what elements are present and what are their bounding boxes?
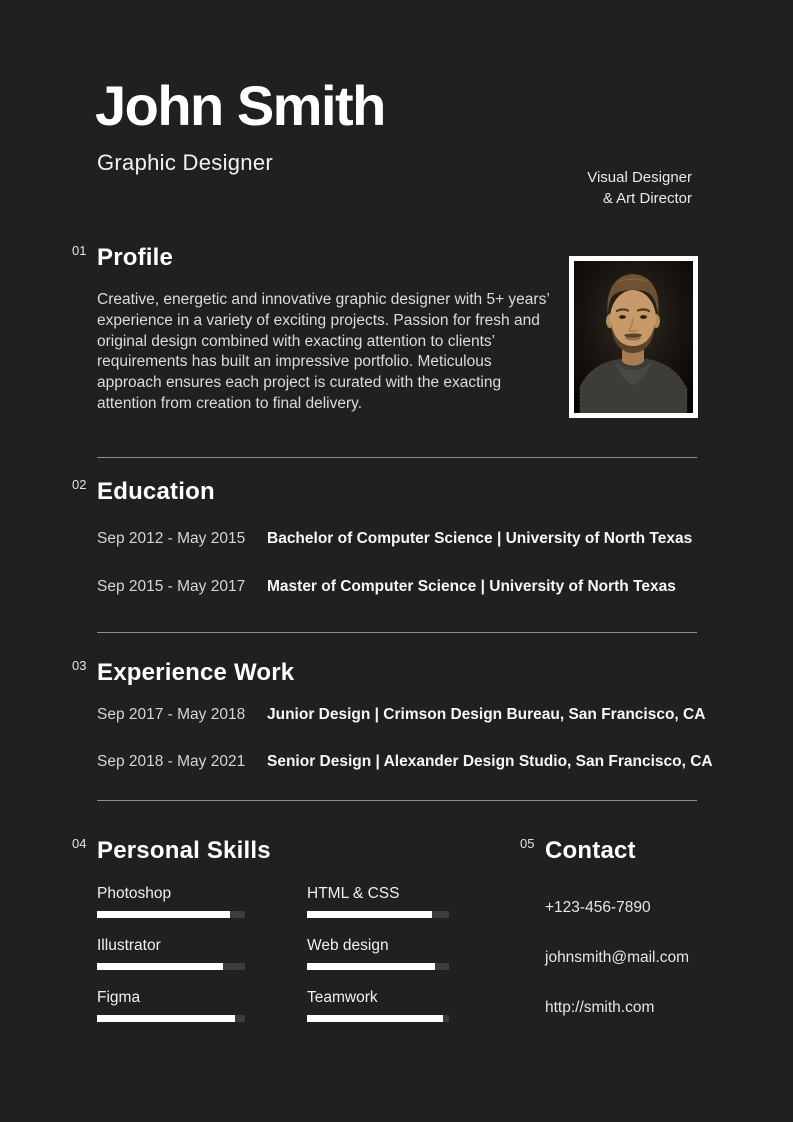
education-detail: Bachelor of Computer Science | University of North Texas (267, 530, 693, 547)
section-title-education: Education (97, 478, 215, 505)
section-title-skills: Personal Skills (97, 837, 271, 864)
person-role: Graphic Designer (97, 150, 273, 175)
skill-bar-fill (97, 963, 223, 970)
skill-bar-fill (97, 1015, 235, 1022)
portrait-photo (569, 256, 698, 418)
skill-bar-fill (307, 963, 435, 970)
skills-grid (97, 885, 449, 1022)
skill-label: Teamwork (307, 989, 378, 1006)
skill-item (307, 885, 449, 918)
divider (97, 632, 697, 633)
skill-bar-track (97, 1015, 245, 1022)
skill-bar-track (307, 963, 449, 970)
education-row (97, 578, 717, 596)
section-title-contact: Contact (545, 837, 636, 864)
experience-detail: Senior Design | Alexander Design Studio, San Francisco, CA (267, 753, 713, 770)
skill-label: Figma (97, 989, 141, 1006)
section-header-profile (72, 245, 173, 271)
education-dates: Sep 2012 - May 2015 (97, 530, 246, 547)
divider (97, 457, 697, 458)
experience-dates: Sep 2017 - May 2018 (97, 706, 246, 723)
divider (97, 800, 697, 801)
person-name: John Smith (95, 74, 385, 137)
section-number-skills: 04 (72, 836, 87, 851)
experience-row (97, 753, 717, 771)
portrait-photo-graphic (574, 261, 693, 413)
tagline (587, 167, 692, 209)
section-header-skills (72, 838, 271, 864)
experience-detail: Junior Design | Crimson Design Bureau, San Francisco, CA (267, 706, 706, 723)
experience-dates: Sep 2018 - May 2021 (97, 753, 246, 770)
tagline-line-2: & Art Director (602, 190, 692, 207)
skill-item (307, 937, 449, 970)
skill-item (97, 989, 245, 1022)
section-title-profile: Profile (97, 244, 174, 271)
experience-row (97, 706, 717, 724)
contact-phone[interactable]: +123-456-7890 (545, 899, 651, 916)
skill-bar-fill (307, 911, 432, 918)
skill-bar-fill (97, 911, 230, 918)
section-header-experience (72, 660, 294, 686)
section-number-contact: 05 (520, 836, 535, 851)
skill-label: Web design (307, 937, 389, 954)
section-number-education: 02 (72, 477, 87, 492)
section-header-contact (520, 838, 636, 864)
section-title-experience: Experience Work (97, 659, 295, 686)
education-row (97, 530, 717, 548)
skill-label: Illustrator (97, 937, 161, 954)
education-detail: Master of Computer Science | University of North Texas (267, 578, 676, 595)
contact-email[interactable]: johnsmith@mail.com (545, 949, 690, 966)
skill-bar-track (97, 911, 245, 918)
skill-item (307, 989, 449, 1022)
skill-item (97, 937, 245, 970)
skill-bar-fill (307, 1015, 443, 1022)
contact-website[interactable]: http://smith.com (545, 999, 655, 1016)
skill-bar-track (307, 1015, 449, 1022)
section-number-profile: 01 (72, 243, 87, 258)
skill-bar-track (97, 963, 245, 970)
profile-summary: Creative, energetic and innovative graphic designer with 5+ years’ experience in a variety of exciting projects. Passion for fresh and original design combined with exacting attention to clients’ requirements has built an impressive portfolio. Meticulous approach ensures each project is curated with the exacting attention from creation to final delivery. (97, 291, 550, 412)
skill-label: HTML & CSS (307, 885, 400, 902)
skill-label: Photoshop (97, 885, 172, 902)
section-header-education (72, 479, 215, 505)
skill-item (97, 885, 245, 918)
skill-bar-track (307, 911, 449, 918)
education-dates: Sep 2015 - May 2017 (97, 578, 246, 595)
section-number-experience: 03 (72, 658, 87, 673)
tagline-line-1: Visual Designer (587, 169, 692, 186)
